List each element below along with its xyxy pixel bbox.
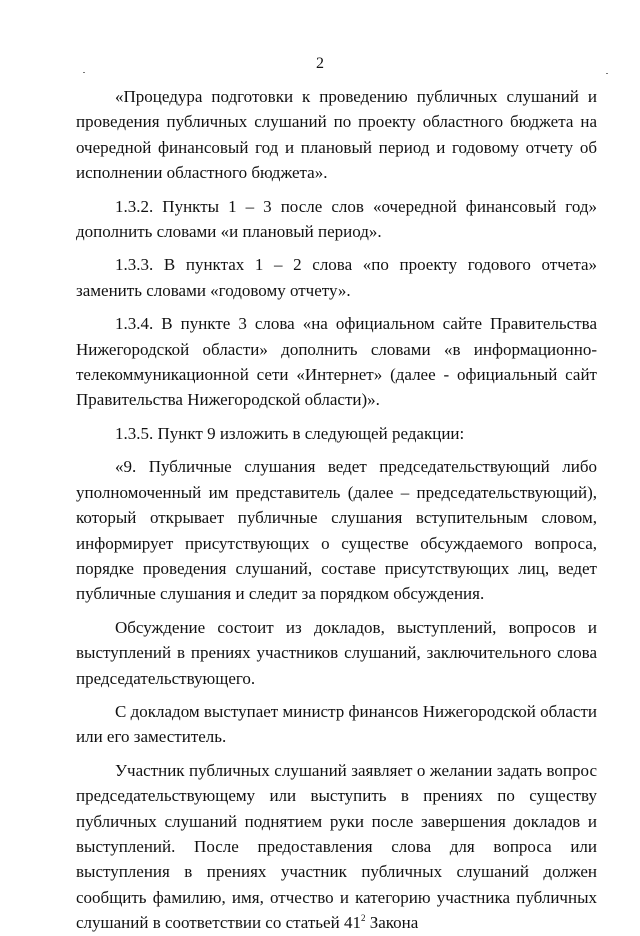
paragraph-report: С докладом выступает министр финансов Нижегородской области или его заместитель. <box>76 701 597 747</box>
paragraph-procedure-title: «Процедура подготовки к проведению публичных слушаний и проведения публичных слушаний по проекту областного бюджета на очередной финансовый год и плановый период и годовому отчету об исполнении областного бюджета». <box>76 87 597 183</box>
paragraph-participant-text: Участник публичных слушаний заявляет о желании задать вопрос председательствующему или выступить в прениях по существу публичных слушаний поднятием руки после завершения докладов и выступлений. После предоставления слова для вопроса или выступления в прениях участник публичных слушаний должен сообщить фамилию, имя, отчество и категорию участника публичных слушаний в соответствии со статьей 41 <box>76 760 597 933</box>
paragraph-participant <box>76 758 597 936</box>
document-body <box>76 84 597 936</box>
page-number: 2 <box>316 55 324 72</box>
scan-speck <box>606 73 608 74</box>
article-superscript: 2 <box>360 913 366 924</box>
paragraph-point-9: «9. Публичные слушания ведет председательствующий либо уполномоченный им представитель (далее – председательствующий), который открывает публичные слушания вступительным словом, информирует присутствующих о существе обсуждаемого вопроса, порядке проведения слушаний, составе присутствующих лиц, ведет публичные слушания и следит за порядком обсуждения. <box>76 457 597 604</box>
paragraph-participant-tail: Закона <box>365 913 419 933</box>
paragraph-discussion: Обсуждение состоит из докладов, выступлений, вопросов и выступлений в прениях участников слушаний, заключительного слова председательствующего. <box>76 617 597 688</box>
paragraph-1-3-2: 1.3.2. Пункты 1 – 3 после слов «очередной финансовый год» дополнить словами «и плановый период». <box>76 196 597 242</box>
paragraph-1-3-3: 1.3.3. В пунктах 1 – 2 слова «по проекту годового отчета» заменить словами «годовому отчету». <box>76 255 597 300</box>
scan-speck <box>83 72 85 73</box>
paragraph-1-3-4: 1.3.4. В пункте 3 слова «на официальном сайте Правительства Нижегородской области» дополнить словами «в информационно-телекоммуникационной сети «Интернет» (далее - официальный сайт Правительства Нижегородской области)». <box>76 314 597 410</box>
paragraph-1-3-5: 1.3.5. Пункт 9 изложить в следующей редакции: <box>115 423 465 443</box>
